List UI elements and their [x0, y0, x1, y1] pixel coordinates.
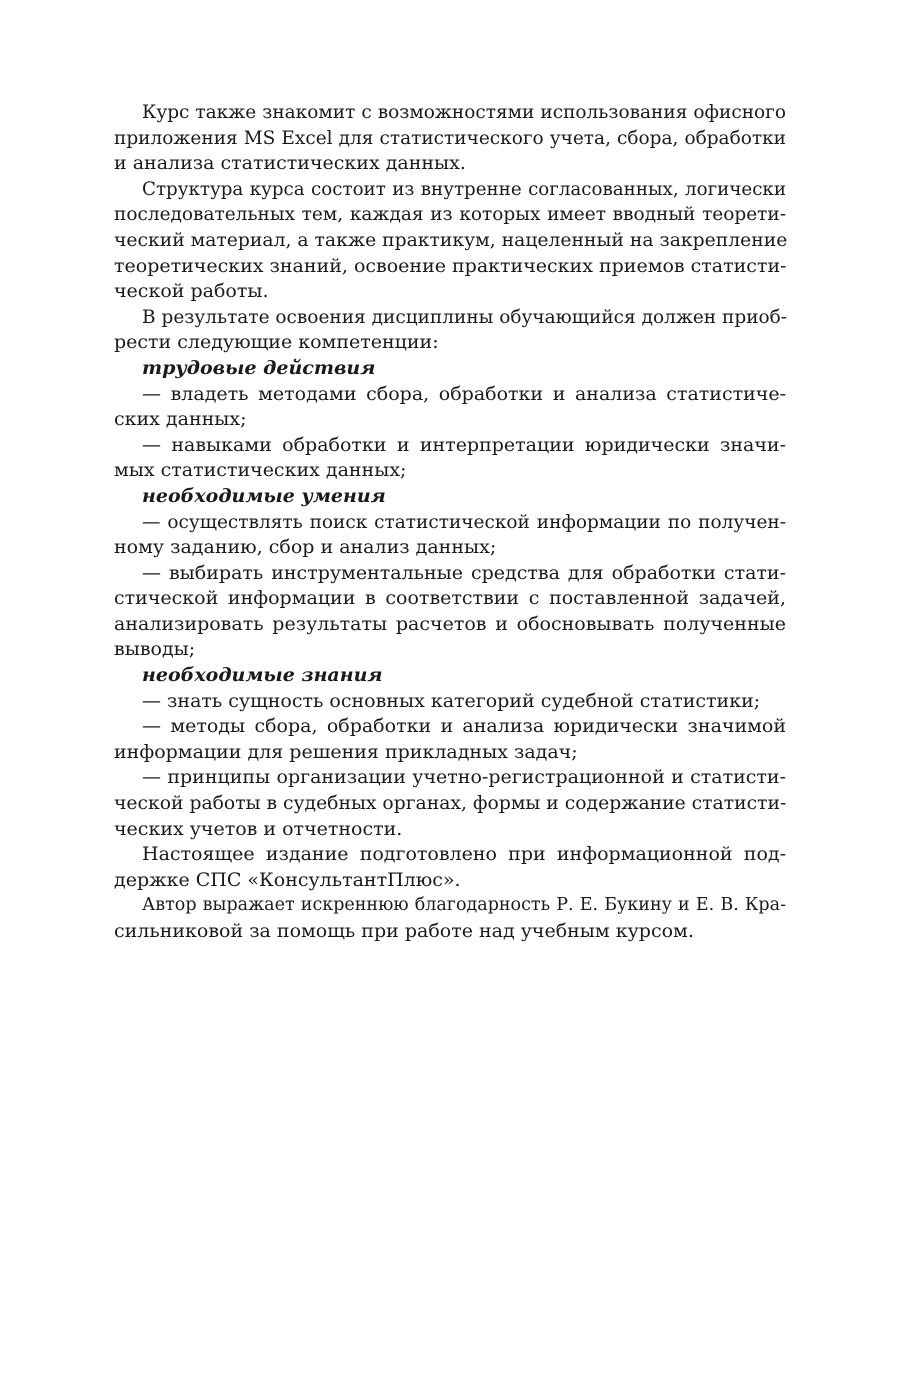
- paragraph: [114, 433, 786, 484]
- text-line: В результате освоения дисциплины обучающийся должен приоб-: [142, 306, 788, 328]
- text-line: — владеть методами сбора, обработки и анализа статистиче-: [142, 382, 786, 405]
- text-line: необходимые знания: [142, 664, 383, 687]
- text-line: теоретических знаний, освоение практических приемов статисти-: [114, 254, 787, 277]
- text-line: ских данных;: [114, 408, 247, 431]
- text-line: Курс также знакомит с возможностями использования офисного: [142, 102, 786, 123]
- text-line: — осуществлять поиск статистической информации по получен-: [142, 511, 786, 533]
- text-line: — принципы организации учетно-регистрационной и статисти-: [142, 766, 786, 789]
- text-line: ческий материал, а также практикум, нацеленный на закрепление: [114, 229, 788, 251]
- paragraph: [114, 765, 786, 842]
- text-line: анализировать результаты расчетов и обосновывать полученные: [114, 612, 786, 635]
- section-heading: [114, 663, 786, 689]
- text-line: трудовые действия: [142, 356, 376, 379]
- text-line: последовательных тем, каждая из которых имеет вводный теорети-: [114, 204, 786, 226]
- text-line: стической информации в соответствии с поставленной задачей,: [114, 587, 786, 610]
- text-line: мых статистических данных;: [114, 459, 407, 482]
- text-line: необходимые умения: [142, 484, 386, 507]
- paragraph: [114, 842, 786, 893]
- paragraph: [114, 177, 786, 305]
- text-line: и анализа статистических данных.: [114, 152, 466, 175]
- paragraph: [114, 689, 786, 715]
- text-line: — выбирать инструментальные средства для обработки стати-: [142, 561, 786, 584]
- paragraph: [114, 382, 786, 433]
- paragraph: [114, 561, 786, 663]
- text-line: сильниковой за помощь при работе над учебным курсом.: [114, 920, 694, 942]
- text-line: Структура курса состоит из внутренне согласованных, логически: [142, 178, 786, 200]
- text-line: Настоящее издание подготовлено при информационной под-: [142, 843, 786, 866]
- paragraph: [114, 714, 786, 765]
- text-line: — навыками обработки и интерпретации юридически значи-: [142, 433, 786, 456]
- paragraph: [114, 305, 786, 356]
- body-text: [114, 100, 786, 945]
- text-line: рести следующие компетенции:: [114, 331, 439, 354]
- paragraph: [114, 510, 786, 561]
- text-line: приложения MS Excel для статистического учета, сбора, обработки: [114, 127, 786, 149]
- text-line: держке СПС «КонсультантПлюс».: [114, 868, 461, 891]
- section-heading: [114, 356, 786, 382]
- text-line: ческой работы.: [114, 280, 269, 303]
- text-line: ному заданию, сбор и анализ данных;: [114, 536, 497, 559]
- text-line: информации для решения прикладных задач;: [114, 740, 578, 763]
- text-line: — знать сущность основных категорий судебной статистики;: [142, 689, 761, 712]
- text-line: Автор выражает искреннюю благодарность Р. Е. Букину и Е. В. Кра-: [142, 895, 786, 916]
- text-line: ческой работы в судебных органах, формы и содержание статисти-: [114, 793, 787, 815]
- text-line: выводы;: [114, 638, 196, 661]
- section-heading: [114, 484, 786, 510]
- paragraph: [114, 100, 786, 177]
- paragraph: [114, 893, 786, 944]
- text-line: — методы сбора, обработки и анализа юридически значимой: [142, 715, 786, 738]
- text-line: ческих учетов и отчетности.: [114, 817, 403, 840]
